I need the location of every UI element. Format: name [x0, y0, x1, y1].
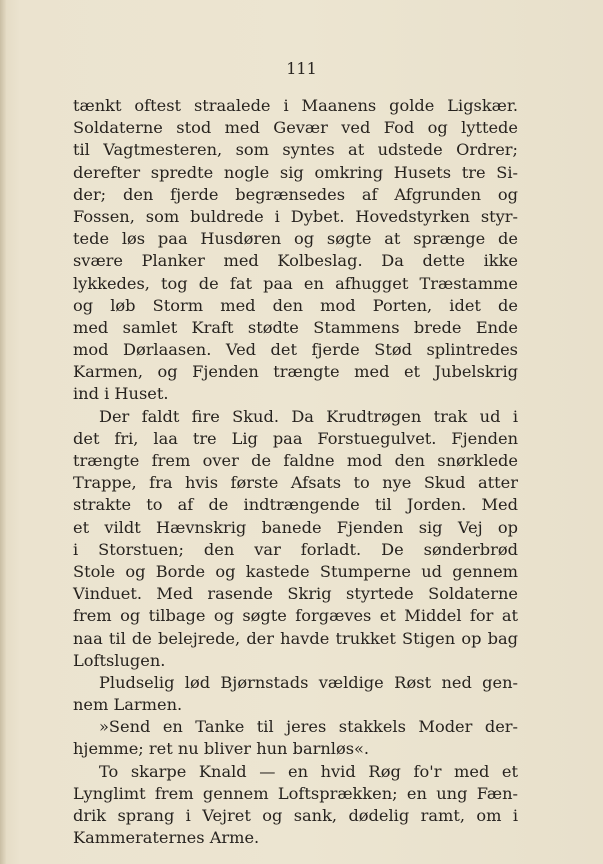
text-line: tænkt oftest straalede i Maanens golde Ligskær. [73, 96, 518, 115]
page-number: 111 [286, 59, 317, 78]
text-line: til Vagtmesteren, som syntes at udstede Ordrer; [73, 140, 518, 160]
text-line: Kammeraternes Arme. [73, 828, 260, 848]
text-line: et vildt Hævnskrig banede Fjenden sig Vej op [73, 517, 518, 537]
text-line: frem og tilbage og søgte forgæves et Middel for at [73, 606, 518, 626]
text-line: Fossen, som buldrede i Dybet. Hovedstyrken styr- [73, 206, 518, 226]
text-line: derefter spredte nogle sig omkring Husets tre Si- [73, 162, 518, 182]
text-line: svære Planker med Kolbeslag. Da dette ikke [73, 251, 518, 271]
text-line: Der faldt fire Skud. Da Krudtrøgen trak ud i [99, 406, 518, 426]
text-line: med samlet Kraft stødte Stammens brede Ende [73, 317, 518, 337]
text-line: Soldaterne stod med Gevær ved Fod og lyttede [73, 118, 518, 138]
text-line: det fri, laa tre Lig paa Forstuegulvet. Fjenden [73, 428, 518, 448]
text-line: Vinduet. Med rasende Skrig styrtede Soldaterne [73, 584, 518, 604]
text-line: ind i Huset. [73, 384, 169, 404]
text-line: To skarpe Knald — en hvid Røg fo'r med et [99, 761, 518, 781]
text-line: trængte frem over de faldne mod den snørklede [73, 451, 518, 470]
page-gutter-shadow [0, 0, 6, 864]
text-line: nem Larmen. [73, 695, 183, 715]
text-line: hjemme; ret nu bliver hun barnløs«. [73, 739, 370, 759]
text-line: Trappe, fra hvis første Afsats to nye Skud atter [73, 473, 518, 493]
text-line: Lynglimt frem gennem Loftsprækken; en ung Fæn- [73, 783, 518, 803]
text-line: tede løs paa Husdøren og søgte at sprænge de [73, 229, 518, 249]
text-line: der; den fjerde begrænsedes af Afgrunden og [73, 184, 518, 204]
text-line: naa til de belejrede, der havde trukket Stigen op bag [73, 628, 518, 648]
text-line: og løb Storm med den mod Porten, idet de [73, 295, 518, 315]
text-line: »Send en Tanke til jeres stakkels Moder der- [99, 717, 518, 737]
body-text [73, 95, 518, 849]
text-line: strakte to af de indtrængende til Jorden. Med [73, 495, 518, 515]
text-line: Pludselig lød Bjørnstads vældige Røst ned gen- [99, 672, 518, 692]
text-line: Stole og Borde og kastede Stumperne ud gennem [73, 561, 518, 581]
text-line: i Storstuen; den var forladt. De sønderbrød [73, 539, 518, 559]
text-line: drik sprang i Vejret og sank, dødelig ramt, om i [73, 806, 518, 825]
text-line: Loftslugen. [73, 650, 166, 670]
text-line: mod Dørlaasen. Ved det fjerde Stød splintredes [73, 340, 518, 360]
text-line: Karmen, og Fjenden trængte med et Jubelskrig [73, 362, 518, 382]
text-line: lykkedes, tog de fat paa en afhugget Træstamme [73, 273, 518, 293]
